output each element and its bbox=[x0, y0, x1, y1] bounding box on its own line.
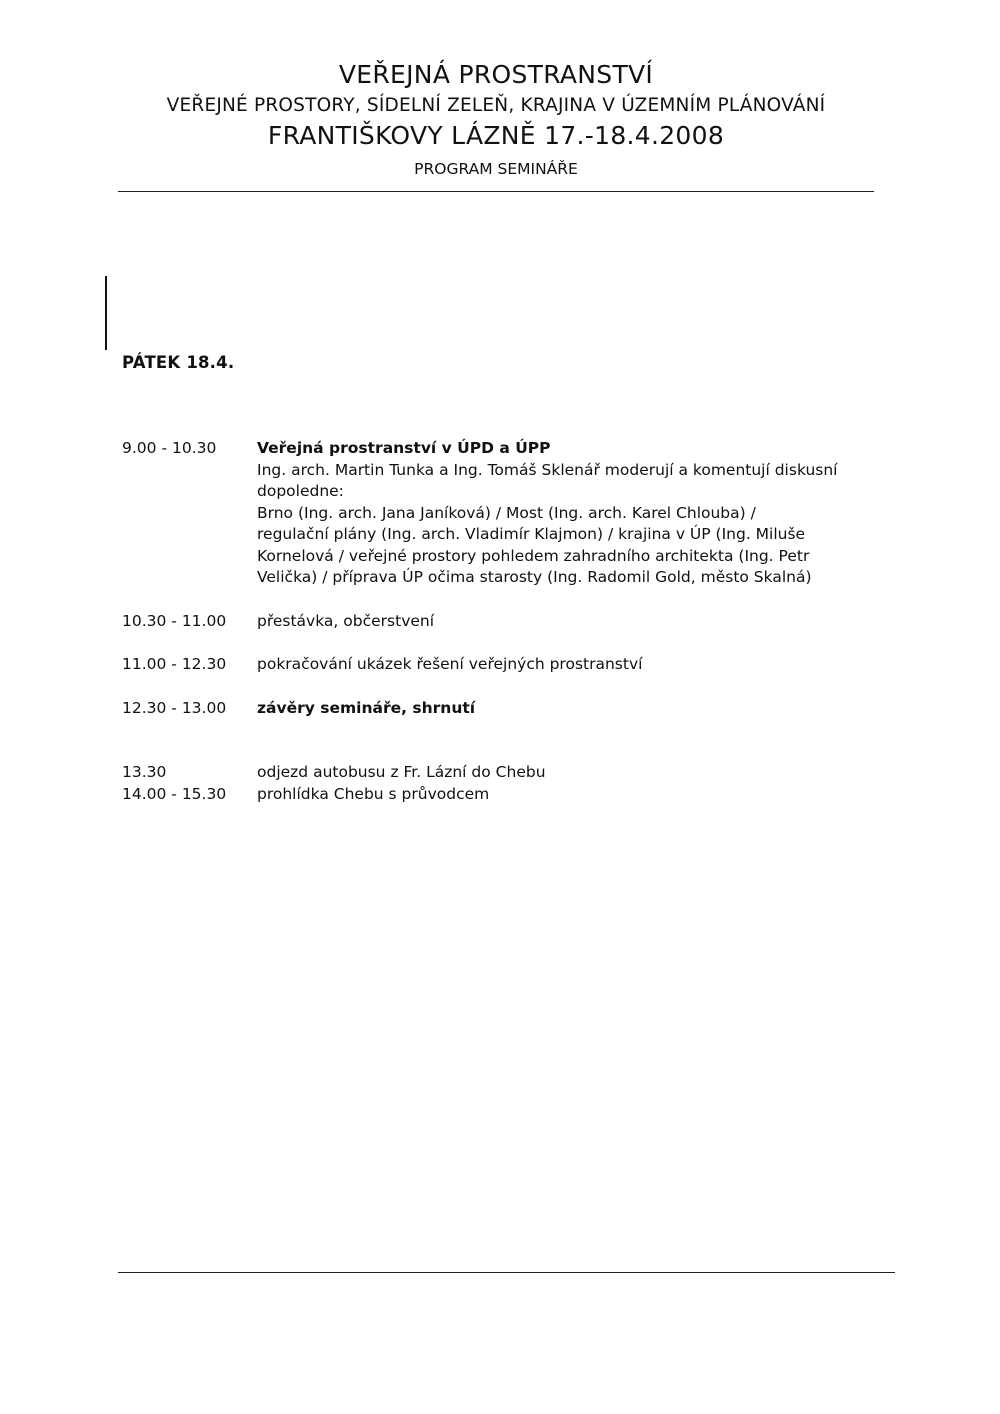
schedule-item bbox=[122, 611, 882, 633]
schedule-item bbox=[122, 698, 882, 720]
program-title: PROGRAM SEMINÁŘE bbox=[414, 160, 578, 178]
schedule bbox=[122, 438, 882, 805]
footer-divider bbox=[118, 1272, 895, 1273]
schedule-description bbox=[257, 438, 882, 589]
schedule-description: závěry semináře, shrnutí bbox=[257, 698, 476, 717]
schedule-item bbox=[122, 438, 882, 589]
header-divider bbox=[118, 191, 874, 192]
schedule-item bbox=[122, 762, 882, 784]
session-title: Veřejná prostranství v ÚPD a ÚPP bbox=[257, 439, 551, 457]
schedule-time: 13.30 bbox=[122, 763, 167, 781]
day-heading: PÁTEK 18.4. bbox=[122, 353, 235, 372]
schedule-description: odjezd autobusu z Fr. Lázní do Chebu bbox=[257, 763, 546, 781]
session-line: dopoledne: bbox=[257, 482, 344, 500]
session-line: regulační plány (Ing. arch. Vladimír Klajmon) / krajina v ÚP (Ing. Miluše bbox=[257, 525, 806, 543]
schedule-time: 12.30 - 13.00 bbox=[122, 698, 227, 717]
schedule-time: 9.00 - 10.30 bbox=[122, 439, 217, 457]
session-line: Kornelová / veřejné prostory pohledem zahradního architekta (Ing. Petr bbox=[257, 546, 810, 565]
schedule-description: pokračování ukázek řešení veřejných prostranství bbox=[257, 655, 643, 673]
schedule-time: 10.30 - 11.00 bbox=[122, 611, 227, 630]
margin-change-bar bbox=[105, 276, 107, 350]
schedule-time: 11.00 - 12.30 bbox=[122, 655, 227, 673]
session-line: Velička) / příprava ÚP očima starosty (Ing. Radomil Gold, město Skalná) bbox=[257, 568, 812, 586]
schedule-item bbox=[122, 654, 882, 676]
main-title: VEŘEJNÁ PROSTRANSTVÍ bbox=[338, 60, 654, 89]
schedule-description: prohlídka Chebu s průvodcem bbox=[257, 784, 490, 803]
session-line: Ing. arch. Martin Tunka a Ing. Tomáš Sklenář moderují a komentují diskusní bbox=[257, 460, 838, 479]
schedule-time: 14.00 - 15.30 bbox=[122, 784, 227, 803]
schedule-item bbox=[122, 784, 882, 806]
location-date-title: FRANTIŠKOVY LÁZNĚ 17.-18.4.2008 bbox=[267, 121, 725, 150]
session-line: Brno (Ing. arch. Jana Janíková) / Most (Ing. arch. Karel Chlouba) / bbox=[257, 503, 756, 522]
schedule-description: přestávka, občerstvení bbox=[257, 611, 435, 630]
subtitle: VEŘEJNÉ PROSTORY, SÍDELNÍ ZELEŇ, KRAJINA V ÚZEMNÍM PLÁNOVÁNÍ bbox=[166, 95, 826, 116]
document-header bbox=[118, 58, 874, 182]
